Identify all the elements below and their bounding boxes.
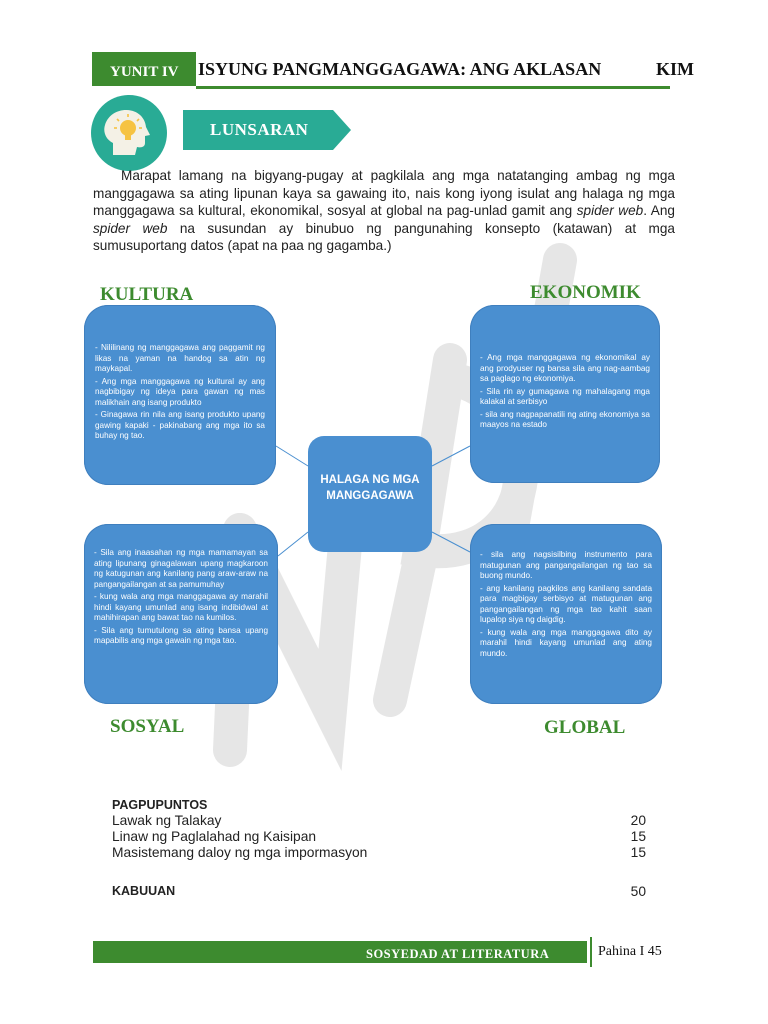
label-ekonomik: EKONOMIK (530, 282, 641, 303)
intro-text-1: Marapat lamang na bigyang-pugay at pagkilala ang mga natatanging ambag ng mga manggagawa sa ating lipunan kaya sa gawaing ito, nais kong iyong isulat ang halaga ng mga manggagawa sa kultural, ekonomikal, sosyal at global na pag-unlad gamit ang (93, 168, 675, 218)
criterion-label: Masistemang daloy ng mga impormasyon (112, 845, 368, 860)
total-points: 50 (630, 884, 646, 899)
ekonomik-bubble (470, 305, 660, 483)
intro-emphasis-1: spider web (576, 203, 644, 218)
kultura-point: - Ang mga manggagawa ng kultural ay ang nagbibigay ng ideya para gawan ng mas malikhain ang isang produkto (95, 376, 265, 407)
global-point: - kung wala ang mga manggagawa dito ay marahil hindi kayang umunlad ang ating mundo. (480, 627, 652, 658)
intro-emphasis-2: spider web (93, 220, 168, 236)
global-bubble (470, 524, 662, 704)
lunsaran-label: LUNSARAN (210, 120, 309, 139)
ekonomik-point: - sila ang nagpapanatili ng ating ekonomiya sa maayos na estado (480, 409, 650, 429)
page-number: Pahina I 45 (598, 944, 662, 959)
criterion-points: 15 (630, 845, 646, 860)
score-row (112, 829, 646, 845)
score-row (112, 813, 646, 829)
label-kultura: KULTURA (100, 284, 194, 305)
kultura-bubble (84, 305, 276, 485)
footer-subject: SOSYEDAD AT LITERATURA (366, 947, 550, 961)
total-row (112, 884, 646, 899)
scoring-rubric (112, 797, 652, 861)
module-title: ISYUNG PANGMANGGAGAWA: ANG AKLASAN (198, 59, 602, 79)
score-row (112, 845, 646, 861)
label-global: GLOBAL (544, 717, 626, 738)
ekonomik-point: - Ang mga manggagawa ng ekonomikal ay ang prodyuser ng bansa sila ang nag-aambag sa paglago ng ekonomiya. (480, 353, 650, 383)
sosyal-bubble (84, 524, 278, 704)
global-point: - ang kanilang pagkilos ang kanilang sandata para magbigay serbisyo at matugunan ang pangangailangan ng mga tao kahit saan lupalop siya ng daigdig. (480, 583, 652, 624)
intro-text-2: . Ang (643, 203, 675, 218)
criterion-points: 20 (630, 813, 646, 828)
footer-divider (590, 937, 592, 967)
total-label: KABUUAN (112, 884, 176, 898)
global-point: - sila ang nagsisilbing instrumento para matugunan ang pangangailangan ng tao sa buong mundo. (480, 550, 652, 580)
unit-label: YUNIT IV (110, 64, 179, 80)
sosyal-point: - Sila ang tumutulong sa ating bansa upang mapabilis ang mga gawain ng mga tao. (94, 625, 268, 645)
center-label: HALAGA NG MGA MANGGAGAWA (320, 474, 420, 502)
scoring-heading: PAGPUPUNTOS (112, 798, 208, 812)
criterion-points: 15 (630, 829, 646, 844)
ekonomik-point: - Sila rin ay gumagawa ng mahalagang mga kalakal at serbisyo (480, 386, 650, 406)
criterion-label: Linaw ng Paglalahad ng Kaisipan (112, 829, 317, 844)
sosyal-point: - Sila ang inaasahan ng mga mamamayan sa ating lipunang ginagalawan upang magkaroon ng katugunan ang kanilang pang araw-araw na pangangailangan at sa pamumuhay (94, 548, 268, 589)
module-code: KIM (656, 59, 694, 79)
criterion-label: Lawak ng Talakay (112, 813, 222, 828)
kultura-point: - Ginagawa rin nila ang isang produkto upang gawing kapaki - pakinabang ang mga ito sa buhay ng tao. (95, 410, 265, 440)
intro-text-3: na susundan ay binubuo ng pangunahing konsepto (katawan) at mga sumusuportang datos (apat na paa ng gagamba.) (93, 220, 675, 253)
sosyal-point: - kung wala ang mga manggagawa ay marahil hindi kayang umunlad ang isang indibidwal at mahihirapan ang bawat tao na kumilos. (94, 592, 268, 622)
kultura-point: - Nililinang ng manggagawa ang paggamit ng likas na yaman na handog sa atin ng maykapal. (95, 343, 265, 373)
label-sosyal: SOSYAL (110, 716, 185, 737)
